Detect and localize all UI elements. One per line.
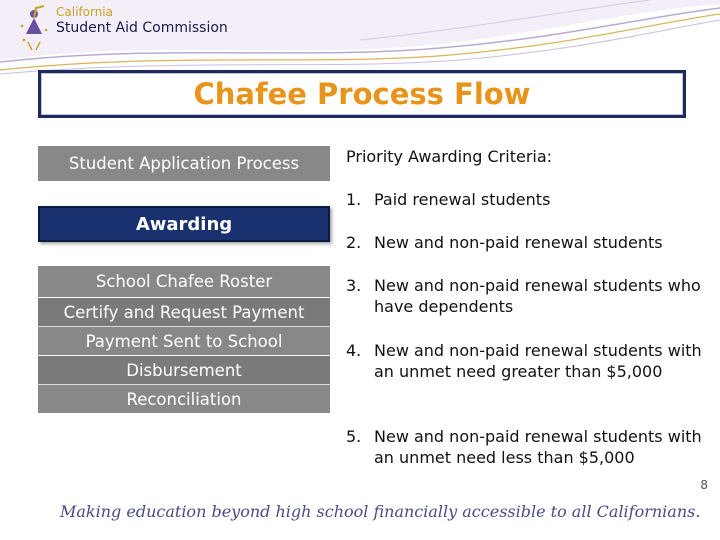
step-certify-request-payment	[38, 298, 330, 327]
criteria-text: New and non-paid renewal students with an unmet need less than $5,000	[374, 427, 702, 467]
commission-logo-icon	[14, 4, 54, 52]
step-payment-sent	[38, 327, 330, 356]
step-label: Disbursement	[126, 360, 242, 380]
step-reconciliation	[38, 385, 330, 414]
step-student-application	[38, 146, 330, 182]
criteria-text: New and non-paid renewal students	[374, 233, 663, 252]
step-label: Certify and Request Payment	[63, 302, 305, 322]
title-box	[38, 70, 686, 118]
criteria-number: 2.	[346, 233, 362, 252]
step-label: Awarding	[135, 213, 233, 235]
criteria-item	[346, 426, 706, 468]
criteria-item	[346, 275, 706, 317]
criteria-number: 1.	[346, 190, 362, 209]
criteria-text: Paid renewal students	[374, 190, 551, 209]
step-label: Reconciliation	[126, 389, 242, 409]
criteria-number: 5.	[346, 427, 362, 446]
criteria-number: 3.	[346, 276, 362, 295]
page-number: 8	[700, 478, 708, 492]
criteria-number: 4.	[346, 341, 362, 360]
step-awarding	[38, 206, 330, 242]
step-disbursement	[38, 356, 330, 385]
criteria-text: New and non-paid renewal students with an unmet need greater than $5,000	[374, 341, 702, 381]
criteria-heading: Priority Awarding Criteria:	[346, 147, 553, 166]
footer-tagline: Making education beyond high school financially accessible to all Californians.	[60, 502, 701, 521]
criteria-text: New and non-paid renewal students who have dependents	[374, 276, 701, 316]
step-label: Payment Sent to School	[85, 331, 283, 351]
org-name-line2: Student Aid Commission	[56, 20, 228, 36]
step-label: School Chafee Roster	[95, 272, 273, 291]
page-title: Chafee Process Flow	[193, 77, 531, 111]
criteria-item	[346, 189, 706, 210]
step-school-roster	[38, 266, 330, 298]
criteria-item	[346, 340, 706, 382]
org-name-line1: California	[56, 5, 113, 19]
criteria-item	[346, 232, 706, 253]
step-label: Student Application Process	[68, 154, 300, 173]
